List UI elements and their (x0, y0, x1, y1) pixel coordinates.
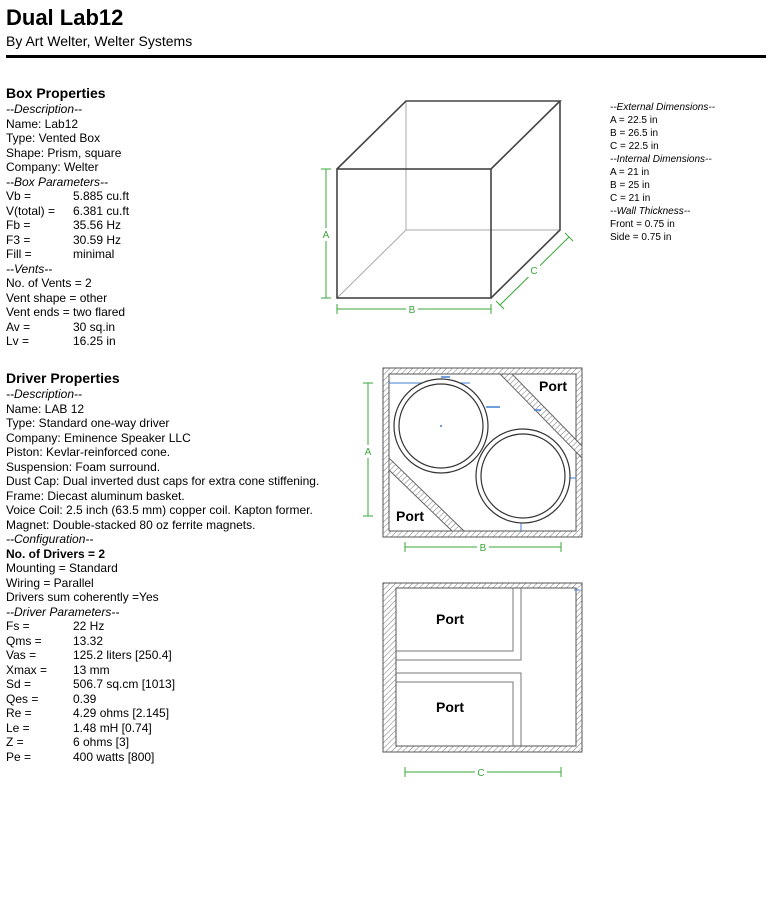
page-title: Dual Lab12 (6, 5, 124, 30)
dim-a-label: A (364, 447, 372, 458)
box-company: Company: Welter (6, 160, 99, 174)
box-right-face (491, 101, 560, 298)
vents-label: --Vents-- (6, 261, 53, 276)
param-key: V(total) = (6, 203, 56, 218)
param-value: 5.885 cu.ft (73, 189, 130, 203)
driver-line: Dust Cap: Dual inverted dust caps for extra cone stiffening. (6, 474, 320, 488)
wall-thickness-label: --Wall Thickness-- (610, 206, 691, 217)
param-value: 400 watts [800] (73, 749, 155, 764)
driver-properties-heading: Driver Properties (6, 370, 120, 386)
box-top-face (337, 101, 560, 169)
front-view-drawing (362, 368, 582, 554)
wall-thickness: Side = 0.75 in (610, 232, 672, 243)
param-key: Vas = (6, 648, 37, 662)
config-line: Drivers sum coherently =Yes (6, 590, 159, 604)
dim-b-label: B (408, 305, 416, 316)
internal-dimension: C = 21 in (610, 193, 651, 204)
param-value: 30 sq.in (73, 319, 116, 334)
page-subtitle: By Art Welter, Welter Systems (6, 33, 193, 49)
dim-c-label: C (477, 768, 485, 779)
wall-thickness: Front = 0.75 in (610, 219, 675, 230)
param-value: 6.381 cu.ft (73, 203, 130, 218)
param-key: Fb = (6, 218, 31, 232)
port-label: Port (396, 508, 424, 524)
param-value: 4.29 ohms [2.145] (73, 706, 170, 720)
param-value: 125.2 liters [250.4] (73, 648, 172, 662)
param-key: Fill = (6, 247, 32, 261)
external-dimension: B = 26.5 in (610, 128, 659, 139)
config-line: Wiring = Parallel (6, 575, 94, 590)
box-name: Name: Lab12 (6, 116, 79, 131)
box-3d-drawing (320, 101, 573, 316)
driver-frame (476, 429, 570, 523)
driver-line: Type: Standard one-way driver (6, 416, 170, 430)
box-shape: Shape: Prism, square (6, 145, 122, 160)
port-label: Port (436, 611, 464, 627)
box-parameters-label: --Box Parameters-- (6, 174, 109, 189)
external-dimension: A = 22.5 in (610, 115, 658, 126)
dim-b-label: B (479, 543, 487, 554)
param-key: Qms = (6, 633, 42, 648)
port-label: Port (436, 699, 464, 715)
param-value: 30.59 Hz (73, 232, 122, 247)
param-value: 13 mm (73, 662, 110, 677)
param-key: Pe = (6, 749, 32, 764)
driver-line: Company: Eminence Speaker LLC (6, 430, 191, 445)
param-value: 13.32 (73, 633, 104, 648)
param-key: Z = (6, 735, 24, 749)
driver-line: Magnet: Double-stacked 80 oz ferrite magnets. (6, 517, 256, 532)
param-value: 16.25 in (73, 334, 116, 348)
dim-c-label: C (530, 266, 538, 277)
external-dimension: C = 22.5 in (610, 141, 659, 152)
box-front-face (337, 169, 491, 298)
driver-center (440, 425, 442, 427)
param-key: Fs = (6, 619, 30, 633)
driver-parameters-label: --Driver Parameters-- (6, 604, 120, 619)
side-view-drawing (383, 583, 582, 779)
vent-line: Vent ends = two flared (6, 305, 126, 319)
param-value: 1.48 mH [0.74] (73, 720, 152, 735)
param-value: 6 ohms [3] (73, 735, 130, 749)
param-key: Av = (6, 319, 31, 334)
param-value: 0.39 (73, 691, 97, 706)
box-type: Type: Vented Box (6, 131, 101, 145)
configuration-label: --Configuration-- (6, 532, 94, 546)
driver-line: Piston: Kevlar-reinforced cone. (6, 445, 171, 459)
box-description-label: --Description-- (6, 102, 83, 116)
param-value: minimal (73, 247, 115, 261)
param-value: 22 Hz (73, 619, 105, 633)
driver-line: Voice Coil: 2.5 inch (63.5 mm) copper coil. Kapton former. (6, 503, 313, 517)
param-key: F3 = (6, 232, 31, 247)
param-value: 35.56 Hz (73, 218, 122, 232)
vent-line: Vent shape = other (6, 290, 108, 305)
param-key: Xmax = (6, 662, 48, 677)
driver-line: Frame: Diecast aluminum basket. (6, 488, 185, 503)
param-key: Re = (6, 706, 32, 720)
box-properties-heading: Box Properties (6, 85, 106, 101)
number-of-drivers: No. of Drivers = 2 (6, 546, 106, 561)
param-key: Qes = (6, 691, 39, 706)
port-label: Port (539, 378, 567, 394)
driver-description-label: --Description-- (6, 387, 83, 401)
vent-line: No. of Vents = 2 (6, 276, 92, 290)
internal-dimension: B = 25 in (610, 180, 650, 191)
param-key: Sd = (6, 677, 32, 691)
external-dimensions-label: --External Dimensions-- (610, 102, 716, 113)
param-key: Le = (6, 720, 30, 735)
param-key: Lv = (6, 334, 30, 348)
driver-line: Suspension: Foam surround. (6, 459, 161, 474)
internal-dimension: A = 21 in (610, 167, 650, 178)
config-line: Mounting = Standard (6, 561, 118, 575)
driver-line: Name: LAB 12 (6, 401, 85, 416)
param-value: 506.7 sq.cm [1013] (73, 677, 176, 691)
hidden-edge (337, 230, 406, 298)
param-key: Vb = (6, 189, 32, 203)
side-panel-interior (396, 588, 576, 746)
internal-dimensions-label: --Internal Dimensions-- (610, 154, 712, 165)
dim-a-label: A (322, 230, 330, 241)
